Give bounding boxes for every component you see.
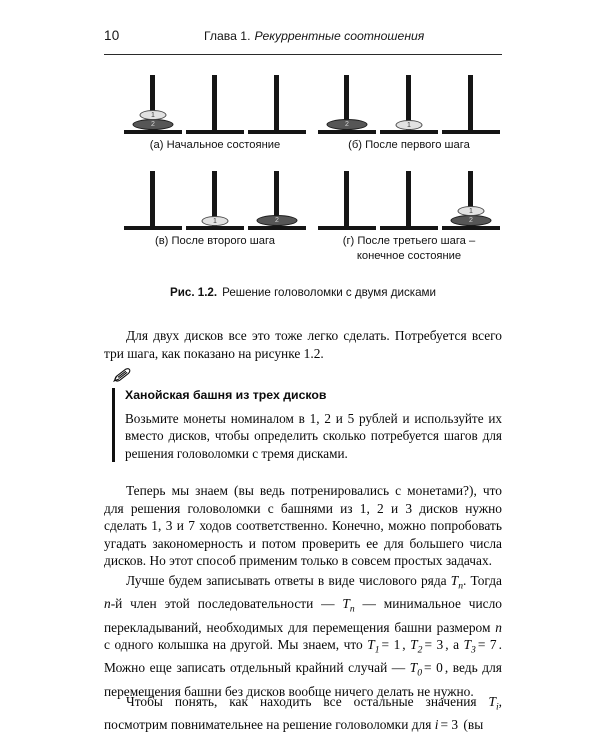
callout-title: Ханойская башня из трех дисков (125, 388, 327, 402)
figure-panel-g (316, 168, 502, 264)
peg-2 (186, 72, 244, 134)
figure-caption (104, 286, 502, 299)
math-t3-value: = 7 (477, 637, 497, 653)
panel-caption-v (122, 234, 308, 249)
peg-rod (468, 75, 473, 130)
figure-panel-v (122, 168, 308, 264)
p4-seg-2: , посмотрим повнимательнее на решение головоломки для (104, 694, 502, 733)
peg-rod (150, 171, 155, 226)
panel-caption-line-1: (б) После первого шага (348, 139, 470, 151)
peg-3 (442, 168, 500, 230)
panel-caption-line-1: (г) После третьего шага – (342, 235, 476, 247)
math-subscript: 1 (374, 644, 380, 656)
peg-base (124, 226, 182, 230)
figure-row-bottom (104, 168, 502, 264)
peg-group (316, 72, 502, 134)
math-n: n (104, 596, 111, 612)
paragraph-1-text: Для двух дисков все это тоже легко сделать. Потребуется всего три шага, как показано на рисунке 1.2. (104, 328, 502, 361)
header-rule (104, 54, 502, 55)
math-symbol: T (367, 637, 375, 653)
math-symbol: T (463, 637, 472, 653)
panel-caption-line-1: (а) Начальное состояние (149, 139, 281, 151)
peg-1 (318, 168, 376, 230)
peg-group (122, 72, 308, 134)
panel-caption-b (316, 138, 502, 153)
peg-2 (380, 72, 438, 134)
peg-base (380, 130, 438, 134)
paragraph-3-text: Лучше будем записывать ответы в виде числового ряда $T_n$. Тогда n-й член этой последовательности — $T_n$ — минимальное число перекладываний, необходимых для перемещения башни размером n с одного колышка на другой. Мы знаем, что $T_1 = 1$ , $T_2 = 3$ , а $T_3 = 7$ . Можно еще записать отдельный крайний случай — $T_0 = 0$ , ведь для перемещения башни без дисков вообще ничего делать не нужно. (104, 573, 503, 699)
peg-1 (124, 168, 182, 230)
math-symbol: T (342, 596, 350, 612)
math-t0-value: = 0 (424, 660, 443, 676)
paragraph-4 (104, 693, 502, 734)
peg-group (122, 168, 308, 230)
paragraph-1 (104, 327, 502, 362)
running-head (104, 28, 502, 50)
math-subscript: n (458, 580, 464, 592)
figure-caption-text: Решение головоломки с двумя дисками (222, 286, 436, 299)
peg-1 (318, 72, 376, 134)
disc-large: 2 (257, 215, 298, 226)
math-t2 (410, 637, 423, 656)
math-symbol: T (409, 660, 418, 676)
page-number: 10 (104, 28, 120, 43)
figure-panel-b (316, 72, 502, 168)
paragraph-2-text: Теперь мы знаем (вы ведь потренировались с монетами?), что для решения головоломки с башнями из 1, 2 и 3 дисков нужно сделать 1, 3 и 7 ходов соответственно. Конечно, можно попробовать угадать закономерность и потом проверить ее для большего числа дисков. Но этот способ применим только в совсем простых задачах. (104, 483, 502, 569)
math-i: i (434, 717, 439, 733)
peg-3 (442, 72, 500, 134)
math-t1-value: = 1 (381, 637, 401, 653)
disc-small: 1 (458, 206, 485, 216)
chapter-heading (204, 29, 424, 43)
disc-large: 2 (327, 119, 368, 130)
disc-small: 1 (396, 120, 423, 130)
p3-seg-8: , ведь для перемещения башни без дисков вообще ничего делать не нужно. (104, 660, 502, 699)
p4-seg-1: Чтобы понять, как находить все остальные значения (126, 694, 489, 709)
math-t1 (367, 637, 380, 656)
peg-3 (248, 168, 306, 230)
peg-base (442, 130, 500, 134)
peg-base (186, 130, 244, 134)
peg-base (248, 226, 306, 230)
callout-box (112, 388, 502, 462)
disc-small: 1 (202, 216, 229, 226)
p3-seg-5: с одного колышка на другой. Мы знаем, что (104, 637, 368, 653)
math-t-n (450, 573, 464, 592)
math-symbol: T (488, 694, 496, 709)
math-subscript: i (495, 701, 499, 713)
p3-seg-2: . Тогда (463, 573, 502, 588)
panel-caption-g (316, 234, 502, 264)
math-t-i (488, 694, 499, 713)
peg-base (318, 130, 376, 134)
paragraph-4-text (104, 693, 502, 734)
math-t0 (409, 660, 423, 680)
chapter-title: Рекуррентные соотношения (254, 29, 425, 43)
math-symbol: T (410, 637, 418, 653)
peg-base (380, 226, 438, 230)
p3-seg-1: Лучше будем записывать ответы в виде числового ряда (126, 573, 451, 588)
peg-base (124, 130, 182, 134)
figure-hanoi-two-discs (104, 72, 502, 264)
paragraph-2 (104, 482, 502, 570)
peg-rod (344, 171, 349, 226)
math-t-n-2 (342, 596, 355, 615)
disc-large: 2 (133, 119, 174, 130)
math-n-2: n (495, 619, 502, 635)
peg-rod (406, 171, 411, 226)
peg-rod (274, 75, 279, 130)
peg-1 (124, 72, 182, 134)
peg-2 (186, 168, 244, 230)
figure-panel-a (122, 72, 308, 168)
math-t3 (463, 637, 476, 656)
peg-3 (248, 72, 306, 134)
p4-seg-3: (вы (460, 717, 484, 733)
math-t2-value: = 3 (424, 637, 444, 653)
panel-caption-line-1: (в) После второго шага (155, 235, 275, 247)
peg-base (186, 226, 244, 230)
peg-base (442, 226, 500, 230)
figure-row-top (104, 72, 502, 168)
math-symbol: T (450, 573, 459, 588)
peg-2 (380, 168, 438, 230)
peg-base (318, 226, 376, 230)
p3-seg-4: — минимальное число перекладываний, необходимых для перемещения башни размером (104, 596, 503, 635)
peg-rod (212, 75, 217, 130)
math-subscript: 3 (471, 644, 476, 656)
p3-seg-6: , а (445, 637, 464, 653)
pencil-icon (113, 368, 133, 382)
chapter-label: Глава 1. (204, 29, 251, 43)
callout-text: Возьмите монеты номиналом в 1, 2 и 5 рублей и используйте их вместо дисков, чтобы определить сколько потребуется шагов для решения головоломки с тремя дисками. (125, 411, 502, 461)
math-subscript: 0 (417, 668, 423, 680)
paragraph-3 (104, 572, 502, 700)
p3-seg-7: . Можно еще записать отдельный крайний случай — (104, 637, 502, 676)
peg-group (316, 168, 502, 230)
disc-small: 1 (140, 110, 167, 120)
math-subscript: n (349, 603, 355, 615)
peg-base (248, 130, 306, 134)
panel-caption-a (122, 138, 308, 153)
math-i-value: = 3 (440, 717, 459, 733)
disc-large: 2 (451, 215, 492, 226)
p3-seg-3: -й член этой последовательности — (110, 596, 343, 612)
figure-caption-number: Рис. 1.2. (170, 286, 218, 299)
math-subscript: 2 (417, 644, 423, 656)
panel-caption-line-2: конечное состояние (356, 249, 462, 262)
